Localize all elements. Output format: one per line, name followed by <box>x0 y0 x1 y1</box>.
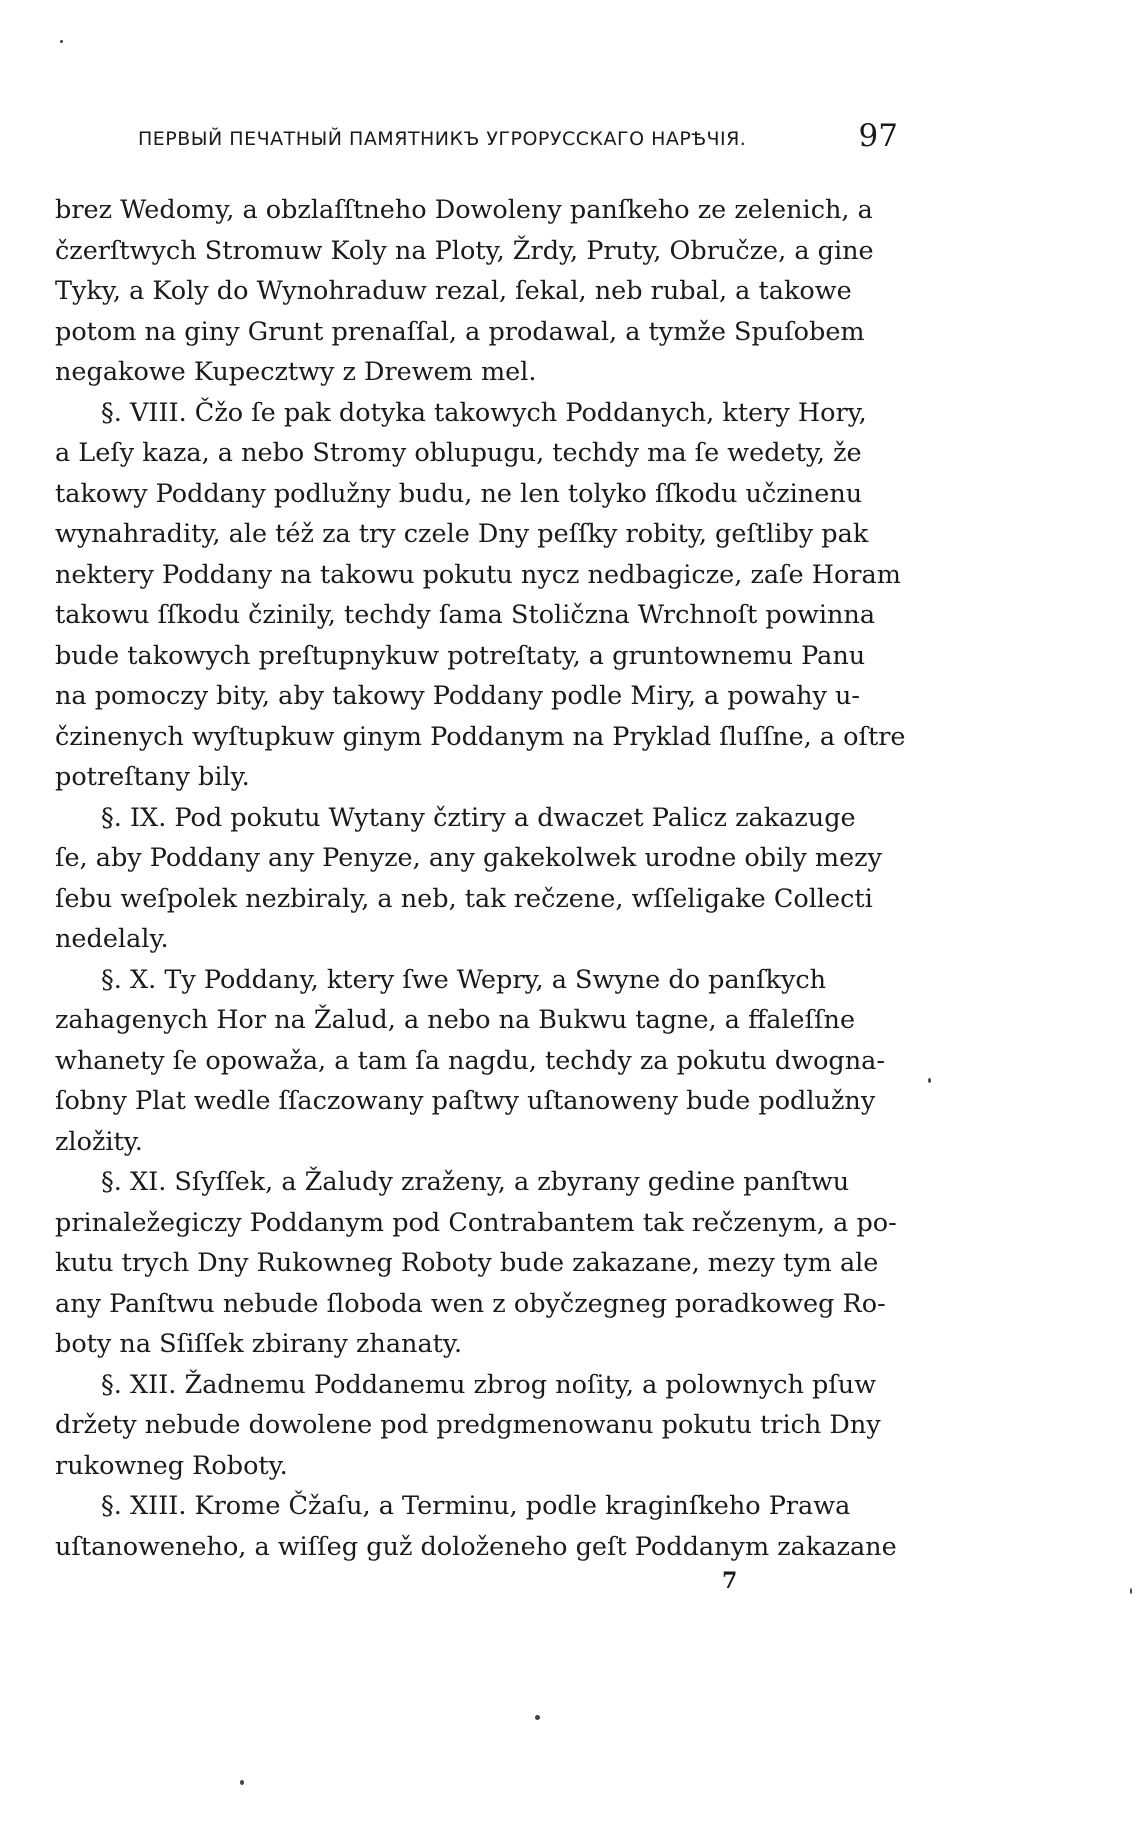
text-line: rukowneg Roboty. <box>55 1450 288 1481</box>
page-header <box>138 118 898 158</box>
ink-speck <box>240 1780 244 1785</box>
text-line: whanety ſe opowaža, a tam ſa nagdu, techdy za pokutu dwogna- <box>55 1045 885 1076</box>
ink-speck <box>60 40 63 43</box>
text-line: čzinenych wyſtupkuw ginym Poddanym na Pryklad ſluſſne, a oſtre <box>55 721 906 752</box>
running-title: ПЕРВЫЙ ПЕЧАТНЫЙ ПАМЯТНИКЪ УГРОРУССКАГО НАРѢЧІЯ. <box>138 128 747 150</box>
text-line: boty na Sſiſſek zbirany zhanaty. <box>55 1329 463 1359</box>
text-line: ſobny Plat wedle ſſaczowany paſtwy uſtanoweny bude podlužny <box>55 1086 876 1116</box>
section-start-line: §. XIII. Krome Čžaſu, a Terminu, podle kraginſkeho Prawa <box>101 1491 851 1521</box>
text-line: na pomoczy bity, aby takowy Poddany podle Miry, a powahy u- <box>55 681 861 711</box>
text-line: wynahradity, ale též za try czele Dny peſſky robity, geſtliby pak <box>55 519 869 549</box>
text-line: nektery Poddany na takowu pokutu nycz nedbagicze, zaſe Horam <box>55 559 901 590</box>
text-line: Tyky, a Koly do Wynohraduw rezal, ſekal, neb rubal, a takowe <box>55 276 852 306</box>
text-line: potom na giny Grunt prenaſſal, a prodawal, a tymže Spuſobem <box>55 316 865 347</box>
section-start-line: §. VIII. Čžo ſe pak dotyka takowych Poddanych, ktery Hory, <box>101 397 867 428</box>
text-line: zložity. <box>55 1126 143 1157</box>
text-line: prinaležegiczy Poddanym pod Contrabantem tak rečzenym, a po- <box>55 1207 897 1238</box>
text-line: brez Wedomy, a obzlaſſtneho Dowoleny panſkeho ze zelenich, a <box>55 195 873 225</box>
text-line: potreſtany bily. <box>55 762 250 792</box>
text-line: any Panſtwu nebude ſloboda wen z obyčzegneg poradkoweg Ro- <box>55 1288 886 1319</box>
ink-speck <box>928 1078 931 1083</box>
text-line: takowy Poddany podlužny budu, ne len tolyko ſſkodu učzinenu <box>55 478 863 509</box>
text-line: nedelaly. <box>55 924 169 954</box>
section-start-line: §. XI. Sſyſſek, a Žaludy zraženy, a zbyrany gedine panſtwu <box>101 1167 850 1197</box>
text-line: čzerſtwych Stromuw Koly na Ploty, Žrdy, Pruty, Obručze, a gine <box>55 235 874 266</box>
text-line: ſe, aby Poddany any Penyze, any gakekolwek urodne obily mezy <box>55 843 883 873</box>
section-start-line: §. IX. Pod pokutu Wytany čztiry a dwaczet Palicz zakazuge <box>101 802 856 833</box>
text-line: bude takowych preſtupnykuw potreſtaty, a gruntownemu Panu <box>55 640 866 671</box>
section-start-line: §. XII. Žadnemu Poddanemu zbrog noſity, a polownych pſuw <box>101 1369 877 1400</box>
text-line: zahagenych Hor na Žalud, a nebo na Bukwu tagne, a ffaleſſne <box>55 1005 856 1035</box>
page-number: 97 <box>858 118 898 154</box>
text-line: ſebu weſpolek nezbiraly, a neb, tak rečzene, wſſeligake Collecti <box>55 883 873 914</box>
text-line: uſtanoweneho, a wiſſeg guž doloženeho geſt Poddanym zakazane <box>55 1531 897 1562</box>
body-text <box>55 190 906 1567</box>
text-line: kutu trych Dny Rukowneg Roboty bude zakazane, mezy tym ale <box>55 1248 879 1278</box>
section-start-line: §. X. Ty Poddany, ktery ſwe Wepry, a Swyne do panſkych <box>101 964 827 995</box>
text-line: negakowe Kupecztwy z Drewem mel. <box>55 357 537 387</box>
text-line: takowu ſſkodu čzinily, techdy ſama Stoličzna Wrchnoſt powinna <box>55 600 876 630</box>
ink-speck <box>1130 1588 1132 1594</box>
text-line: držety nebude dowolene pod predgmenowanu pokutu trich Dny <box>55 1410 881 1440</box>
ink-speck <box>535 1715 540 1720</box>
signature-mark: 7 <box>722 1568 738 1594</box>
text-line: a Leſy kaza, a nebo Stromy oblupugu, techdy ma ſe wedety, že <box>55 438 862 468</box>
